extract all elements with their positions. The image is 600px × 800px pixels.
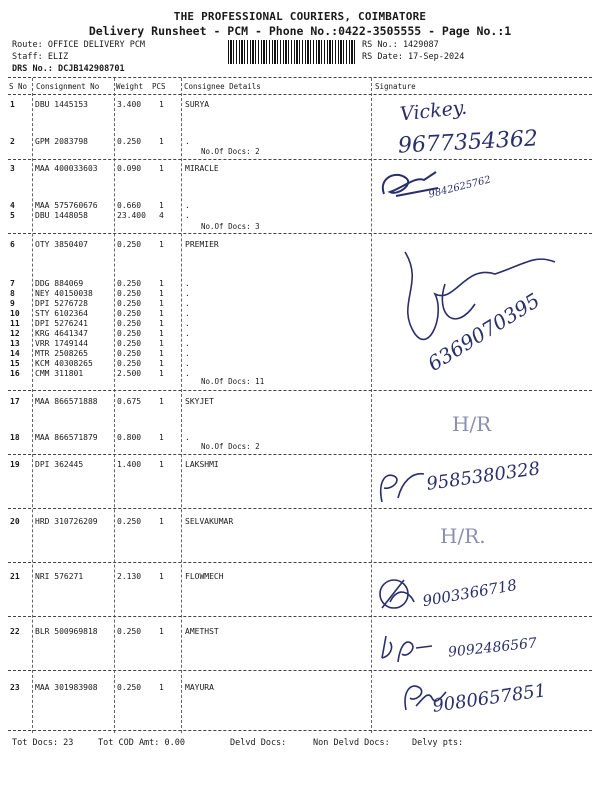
row-sno: 8 (10, 289, 15, 298)
row-pcs: 1 (159, 137, 164, 146)
row-weight: 0.250 (117, 299, 142, 308)
row-weight: 0.250 (117, 627, 142, 636)
column-divider (114, 78, 115, 733)
group-rule (8, 562, 592, 563)
row-weight: 0.675 (117, 397, 142, 406)
col-consignee: Consignee Details (184, 82, 261, 91)
row-weight: 0.250 (117, 309, 142, 318)
row-sno: 17 (10, 397, 20, 406)
row-consignee: . (185, 201, 190, 210)
row-consignment: DPI 5276241 (35, 319, 88, 328)
docs-count: No.Of Docs: 2 (201, 442, 260, 451)
row-weight: 1.400 (117, 460, 142, 469)
docs-count: No.Of Docs: 3 (201, 222, 260, 231)
row-weight: 0.250 (117, 517, 142, 526)
row-pcs: 1 (159, 240, 164, 249)
row-pcs: 1 (159, 359, 164, 368)
row-consignment: BLR 500969818 (35, 627, 98, 636)
company-title: THE PROFESSIONAL COURIERS, COIMBATORE (173, 10, 427, 23)
row-sno: 1 (10, 100, 15, 109)
signature-phone: 9842625762 (427, 174, 493, 201)
row-pcs: 1 (159, 683, 164, 692)
row-pcs: 1 (159, 289, 164, 298)
row-consignment: MTR 2508265 (35, 349, 88, 358)
row-consignment: HRD 310726209 (35, 517, 98, 526)
row-pcs: 1 (159, 339, 164, 348)
group-rule (8, 159, 592, 160)
row-weight: 0.090 (117, 164, 142, 173)
row-consignment: CMM 311801 (35, 369, 84, 378)
row-pcs: 1 (159, 397, 164, 406)
row-consignee: . (185, 349, 190, 358)
row-consignee: . (185, 329, 190, 338)
row-weight: 0.250 (117, 137, 142, 146)
row-consignee: MIRACLE (185, 164, 219, 173)
row-consignee: . (185, 339, 190, 348)
row-consignee: . (185, 369, 190, 378)
row-pcs: 1 (159, 517, 164, 526)
group-rule (8, 454, 592, 455)
table-top-rule (8, 77, 592, 78)
row-pcs: 1 (159, 627, 164, 636)
signature-scribble (372, 464, 432, 508)
row-pcs: 1 (159, 460, 164, 469)
row-sno: 16 (10, 369, 20, 378)
row-consignee: FLOWMECH (185, 572, 224, 581)
row-consignee: SURYA (185, 100, 210, 109)
row-consignee: . (185, 211, 190, 220)
row-sno: 12 (10, 329, 20, 338)
row-weight: 0.250 (117, 240, 142, 249)
row-consignment: MAA 301983908 (35, 683, 98, 692)
row-sno: 10 (10, 309, 20, 318)
signature-phone: 9677354362 (397, 126, 539, 159)
row-consignment: NRI 576271 (35, 572, 84, 581)
row-weight: 0.250 (117, 279, 142, 288)
row-consignment: NEY 40150038 (35, 289, 93, 298)
row-consignment: DPI 362445 (35, 460, 84, 469)
row-sno: 14 (10, 349, 20, 358)
row-pcs: 1 (159, 299, 164, 308)
row-consignment: MAA 866571888 (35, 397, 98, 406)
row-consignment: KRG 4641347 (35, 329, 88, 338)
row-weight: 0.250 (117, 683, 142, 692)
col-signature: Signature (375, 82, 416, 91)
row-weight: 2.500 (117, 369, 142, 378)
row-sno: 20 (10, 517, 20, 526)
row-consignee: MAYURA (185, 683, 214, 692)
row-consignee: . (185, 299, 190, 308)
row-weight: 0.660 (117, 201, 142, 210)
row-consignee: . (185, 433, 190, 442)
signature-scribble (376, 166, 446, 206)
row-sno: 22 (10, 627, 20, 636)
row-weight: 0.250 (117, 319, 142, 328)
row-sno: 3 (10, 164, 15, 173)
row-sno: 4 (10, 201, 15, 210)
group-rule (8, 390, 592, 391)
table-bottom-rule (8, 730, 592, 731)
signature-scribble (385, 244, 585, 384)
signature-name-vickey: Vickey. (399, 96, 469, 126)
barcode (228, 40, 356, 64)
row-pcs: 1 (159, 572, 164, 581)
row-weight: 0.250 (117, 359, 142, 368)
row-sno: 21 (10, 572, 20, 581)
group-rule (8, 508, 592, 509)
col-sno: S No (9, 82, 28, 91)
col-weight: Weight (116, 82, 144, 91)
row-pcs: 4 (159, 211, 164, 220)
row-sno: 9 (10, 299, 15, 308)
row-weight: 0.250 (117, 339, 142, 348)
docs-count: No.Of Docs: 2 (201, 147, 260, 156)
footer-non-delvd-docs: Non Delvd Docs: (313, 738, 390, 748)
row-pcs: 1 (159, 201, 164, 210)
row-pcs: 1 (159, 309, 164, 318)
row-consignee: PREMIER (185, 240, 219, 249)
row-consignee: AMETHST (185, 627, 219, 636)
row-consignee: . (185, 359, 190, 368)
signature-phone: 6369070395 (423, 288, 544, 376)
row-consignee: . (185, 319, 190, 328)
column-divider (181, 78, 182, 733)
row-consignment: KCM 40308265 (35, 359, 93, 368)
row-sno: 7 (10, 279, 15, 288)
row-consignment: DPI 5276728 (35, 299, 88, 308)
column-divider (32, 78, 33, 733)
row-consignment: DBU 1445153 (35, 100, 88, 109)
row-pcs: 1 (159, 319, 164, 328)
table-header-rule (8, 94, 592, 95)
row-weight: 2.130 (117, 572, 142, 581)
row-consignee: . (185, 137, 190, 146)
row-pcs: 1 (159, 100, 164, 109)
group-rule (8, 616, 592, 617)
row-consignee: SKYJET (185, 397, 214, 406)
rs-number: RS No.: 1429087 (362, 40, 439, 50)
row-pcs: 1 (159, 279, 164, 288)
signature-phone: 9585380328 (425, 458, 542, 495)
docs-count: No.Of Docs: 11 (201, 377, 265, 386)
row-pcs: 1 (159, 349, 164, 358)
footer-tot-docs: Tot Docs: 23 (12, 738, 74, 748)
col-consignment: Consignment No (36, 82, 100, 91)
signature-phone: 9080657851 (431, 680, 548, 717)
row-consignee: . (185, 279, 190, 288)
signature-scribble (376, 628, 436, 668)
row-consignment: MAA 866571879 (35, 433, 98, 442)
col-pcs: PCS (152, 82, 166, 91)
footer-delvd-docs: Delvd Docs: (230, 738, 287, 748)
row-pcs: 1 (159, 369, 164, 378)
row-sno: 2 (10, 137, 15, 146)
group-rule (8, 233, 592, 234)
row-sno: 18 (10, 433, 20, 442)
signature-phone: 9092486567 (447, 635, 538, 661)
row-pcs: 1 (159, 433, 164, 442)
row-consignment: DBU 1448058 (35, 211, 88, 220)
row-sno: 15 (10, 359, 20, 368)
staff-label: Staff: ELIZ (12, 52, 69, 62)
row-consignment: DDG 884069 (35, 279, 84, 288)
column-divider (371, 78, 372, 733)
signature-phone: 9003366718 (421, 575, 519, 611)
runsheet-subtitle: Delivery Runsheet - PCM - Phone No.:0422-3505555 - Page No.:1 (88, 24, 512, 38)
row-weight: 3.400 (117, 100, 142, 109)
signature-hr: H/R. (440, 524, 486, 548)
row-weight: 0.800 (117, 433, 142, 442)
row-consignment: MAA 400033603 (35, 164, 98, 173)
row-consignment: STY 6102364 (35, 309, 88, 318)
row-weight: 23.400 (117, 211, 146, 220)
footer-delvy-pts: Delvy pts: (412, 738, 464, 748)
row-pcs: 1 (159, 329, 164, 338)
row-consignee: . (185, 309, 190, 318)
row-consignee: LAKSHMI (185, 460, 219, 469)
footer-tot-cod: Tot COD Amt: 0.00 (98, 738, 185, 748)
drs-number: DRS No.: DCJB142908701 (12, 64, 125, 74)
row-pcs: 1 (159, 164, 164, 173)
row-consignee: SELVAKUMAR (185, 517, 234, 526)
row-sno: 19 (10, 460, 20, 469)
row-weight: 0.250 (117, 329, 142, 338)
route-label: Route: OFFICE DELIVERY PCM (12, 40, 146, 50)
row-sno: 23 (10, 683, 20, 692)
row-sno: 6 (10, 240, 15, 249)
row-weight: 0.250 (117, 289, 142, 298)
row-sno: 5 (10, 211, 15, 220)
row-sno: 11 (10, 319, 20, 328)
row-sno: 13 (10, 339, 20, 348)
row-consignment: OTY 3850407 (35, 240, 88, 249)
row-consignment: MAA 575760676 (35, 201, 98, 210)
row-consignment: GPM 2083798 (35, 137, 88, 146)
signature-hr: H/R (452, 412, 492, 436)
group-rule (8, 670, 592, 671)
row-consignment: VRR 1749144 (35, 339, 88, 348)
row-weight: 0.250 (117, 349, 142, 358)
row-consignee: . (185, 289, 190, 298)
rs-date: RS Date: 17-Sep-2024 (362, 52, 465, 62)
